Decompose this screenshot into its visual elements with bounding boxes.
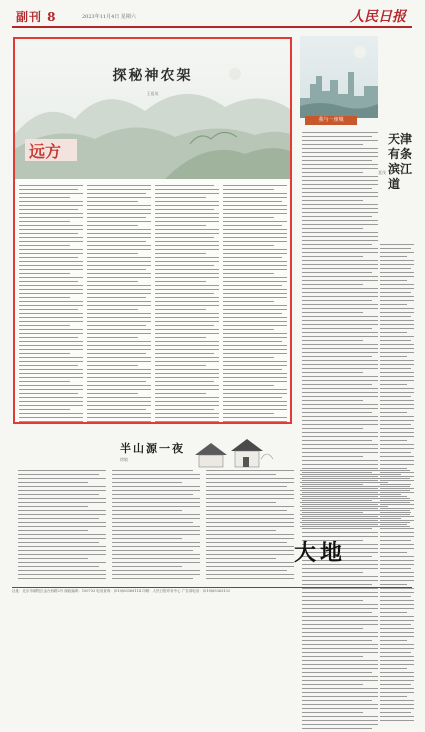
side-col-1 xyxy=(302,132,378,732)
section-label: 副刊 8 xyxy=(16,10,57,24)
issue-date: 2023年11月4日 星期六 xyxy=(82,14,136,20)
featured-illustration xyxy=(15,39,290,179)
featured-title: 探秘神农架 xyxy=(112,68,193,84)
bottom-col-4 xyxy=(300,470,410,530)
banner-heading: 大地 xyxy=(294,540,347,566)
bottom-col-2 xyxy=(112,470,200,582)
side-article-author: 聂茂 xyxy=(378,170,386,175)
section-seal xyxy=(23,135,79,165)
column-tag: 我与一座城 xyxy=(305,116,357,125)
seal-text: 远方 xyxy=(29,142,62,161)
city-illustration xyxy=(300,36,378,118)
featured-col-2 xyxy=(87,185,151,425)
featured-author: 王祖英 xyxy=(146,91,159,96)
bottom-col-1 xyxy=(18,470,106,582)
masthead xyxy=(12,6,412,28)
bottom-article-author: 徐敏 xyxy=(120,457,128,462)
side-article-title: 天津有条滨江道 xyxy=(388,132,413,191)
village-illustration xyxy=(191,429,277,469)
featured-article[interactable] xyxy=(13,37,292,424)
bottom-col-3 xyxy=(206,470,294,582)
featured-col-3 xyxy=(155,185,219,425)
newspaper-logo: 人民日报 xyxy=(350,9,406,25)
page-footer: 社址：北京市朝阳区金台西路2号 邮政编码：100733 电话查询：(010)65368114 印刷：人民日报印务中心 广告部电话：(010)65363133 xyxy=(12,587,412,594)
bottom-article-title: 半山源一夜 xyxy=(120,442,185,455)
city-skyline-illustration xyxy=(300,36,378,118)
featured-col-1 xyxy=(19,185,83,425)
featured-col-4 xyxy=(223,185,287,425)
